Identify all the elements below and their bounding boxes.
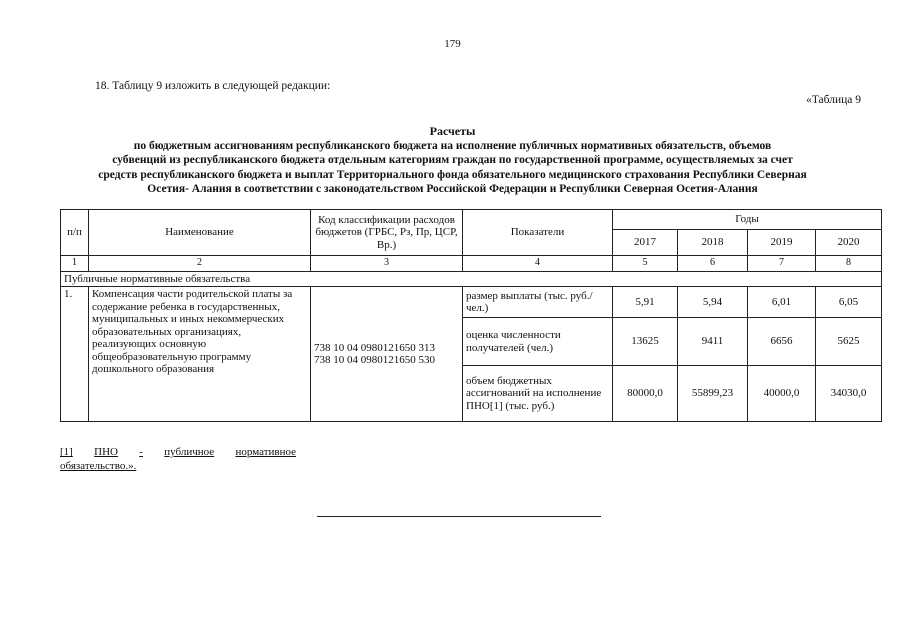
title-main: Расчеты (429, 124, 476, 138)
col-number: 7 (748, 256, 816, 272)
indicator-value: 55899,23 (678, 366, 748, 422)
section-row (61, 271, 882, 287)
indicator-value: 6,01 (748, 287, 816, 318)
indicator-value: 34030,0 (816, 366, 882, 422)
table-row (61, 287, 882, 318)
header-row-1 (61, 210, 882, 230)
indicator-label: объем бюджетных ассигнований на исполнение ПНО[1] (тыс. руб.) (463, 366, 613, 422)
indicator-value: 9411 (678, 318, 748, 366)
separator-line (317, 516, 601, 517)
col-number: 2 (89, 256, 311, 272)
footnote-line-2: обязательство.». (60, 459, 137, 472)
col-number: 8 (816, 256, 882, 272)
indicator-label: размер выплаты (тыс. руб./чел.) (463, 287, 613, 318)
column-number-row (61, 256, 882, 272)
col-number: 6 (678, 256, 748, 272)
indicator-value: 6656 (748, 318, 816, 366)
indicator-value: 13625 (613, 318, 678, 366)
indicator-value: 5,94 (678, 287, 748, 318)
row-code (311, 287, 463, 422)
calculation-table (60, 209, 882, 422)
section-label: Публичные нормативные обязательства (61, 271, 882, 287)
footnote-word: - (139, 446, 143, 458)
code-line-2: 738 10 04 0980121650 530 (314, 354, 435, 366)
title-line-4: Осетия- Алания в соответствии с законодательством Российской Федерации и Республики Северная Осетия-Алания (147, 183, 758, 196)
footnote (60, 446, 296, 473)
row-number: 1. (61, 287, 89, 422)
col-number: 4 (463, 256, 613, 272)
intro-text: 18. Таблицу 9 изложить в следующей редакции: (95, 80, 331, 92)
col-number: 5 (613, 256, 678, 272)
document-title (60, 124, 845, 197)
header-code: Код классификации расходов бюджетов (ГРБС, Рз, Пр, ЦСР, Вр.) (311, 210, 463, 256)
indicator-value: 5,91 (613, 287, 678, 318)
header-indicators: Показатели (463, 210, 613, 256)
header-years: Годы (613, 210, 882, 230)
footnote-word: публичное (164, 446, 215, 458)
code-line-1: 738 10 04 0980121650 313 (314, 341, 435, 354)
table-reference: «Таблица 9 (806, 94, 861, 106)
footnote-line-1 (60, 446, 296, 460)
header-year-2017: 2017 (613, 230, 678, 256)
col-number: 3 (311, 256, 463, 272)
indicator-value: 80000,0 (613, 366, 678, 422)
footnote-word: нормативное (235, 446, 296, 458)
indicator-value: 5625 (816, 318, 882, 366)
title-line-3: средств республиканского бюджета и выплат Территориального фонда обязательного медицинского страхования Республики Северная (98, 168, 807, 181)
title-line-2: субвенций из республиканского бюджета отдельным категориям граждан по государственной программе, осуществляемых за счет (112, 154, 793, 167)
col-number: 1 (61, 256, 89, 272)
indicator-label: оценка численности получателей (чел.) (463, 318, 613, 366)
header-year-2019: 2019 (748, 230, 816, 256)
row-name: Компенсация части родительской платы за содержание ребенка в государственных, муниципальных и иных некоммерческих образовательных организациях, реализующих основную общеобразовательную программу дошкольного образования (89, 287, 311, 422)
indicator-value: 40000,0 (748, 366, 816, 422)
title-line-1: по бюджетным ассигнованиям республиканского бюджета на исполнение публичных нормативных обязательств, объемов (133, 139, 772, 152)
header-year-2018: 2018 (678, 230, 748, 256)
header-name: Наименование (89, 210, 311, 256)
footnote-ref: [1] (60, 446, 73, 458)
header-year-2020: 2020 (816, 230, 882, 256)
header-num: п/п (61, 210, 89, 256)
page-number: 179 (444, 38, 461, 50)
indicator-value: 6,05 (816, 287, 882, 318)
footnote-word: ПНО (94, 446, 118, 458)
